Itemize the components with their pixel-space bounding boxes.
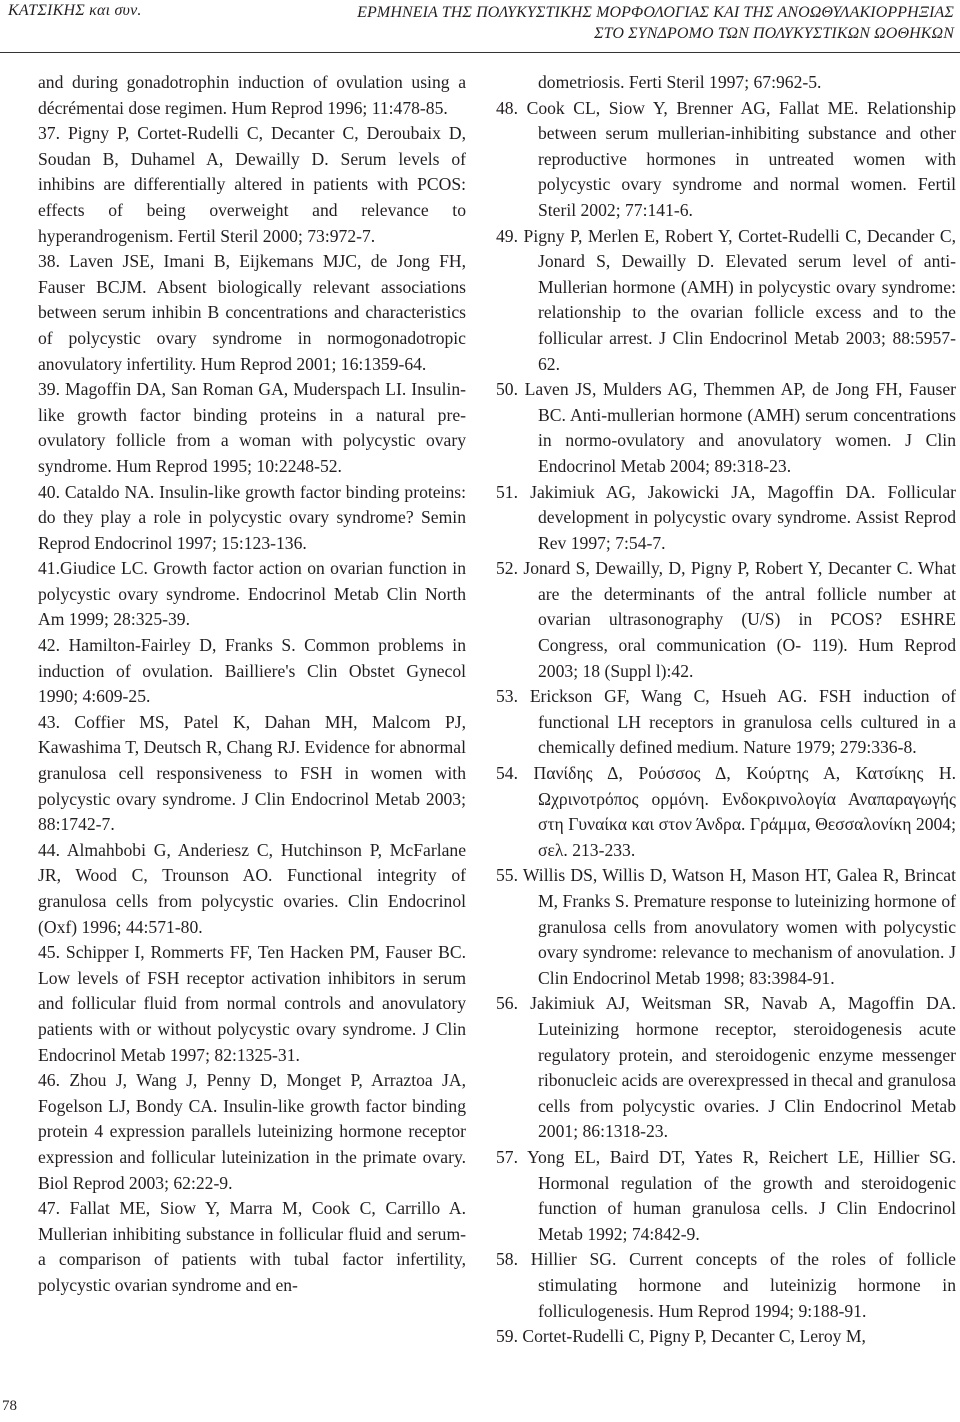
reference-53: 53. Erickson GF, Wang C, Hsueh AG. FSH induction of functional LH receptors in granulosa cells cultured in a chemically defined medium. Nature 1979; 279:336-8. xyxy=(496,686,956,758)
header-rule xyxy=(0,52,960,53)
reference-57: 57. Yong EL, Baird DT, Yates R, Reichert LE, Hillier SG. Hormonal regulation of the growth and steroidogenic function of human granulosa cells. J Clin Endocrinol Metab 1992; 74:842-9. xyxy=(496,1146,956,1244)
reference-continuation: and during gonadotrophin induction of ovulation using a décrémentai dose regimen. Hum Reprod 1996; 11:478-85. xyxy=(38,72,466,118)
running-header-title xyxy=(357,2,954,44)
reference-52: 52. Jonard S, Dewailly, D, Pigny P, Robert Y, Decanter C. What are the determinants of the antral follicle number at ovarian ultrasonography (U/S) in PCOS? ESHRE Congress, oral communication (O- 119). Hum Reprod 2003; 18 (Suppl l):42. xyxy=(496,558,956,681)
reference-51: 51. Jakimiuk AG, Jakowicki JA, Magoffin DA. Follicular development in polycystic ovary syndrome. Assist Reprod Rev 1997; 7:54-7. xyxy=(496,481,956,553)
reference-45: 45. Schipper I, Rommerts FF, Ten Hacken PM, Fauser BC. Low levels of FSH receptor activation inhibitors in serum and follicular fluid from normal controls and anovulatory patients with or without polycystic ovary syndrome. J Clin Endocrinol Metab 1997; 82:1325-31. xyxy=(38,942,466,1065)
reference-58: 58. Hillier SG. Current concepts of the roles of follicle stimulating hormone and luteinizig hormone in folliculogenesis. Hum Reprod 1994; 9:188-91. xyxy=(496,1249,956,1321)
page-number: 78 xyxy=(2,1398,17,1414)
reference-43: 43. Coffier MS, Patel K, Dahan MH, Malcom PJ, Kawashima T, Deutsch R, Chang RJ. Evidence for abnormal granulosa cell responsiveness to FSH in women with polycystic ovary syndrome. J Clin Endocrinol Metab 2003; 88:1742-7. xyxy=(38,711,466,835)
reference-continuation: dometriosis. Ferti Steril 1997; 67:962-5. xyxy=(538,72,822,92)
running-header-authors: ΚΑΤΣΙΚΗΣ και συν. xyxy=(8,2,142,19)
reference-37: 37. Pigny P, Cortet-Rudelli C, Decanter C, Deroubaix D, Soudan B, Duhamel A, Dewailly D. Serum levels of inhibins are differentially altered in patients with PCOS: effects of being overweight and relevance to hyperandrogenism. Fertil Steril 2000; 73:972-7. xyxy=(38,123,466,246)
reference-54: 54. Πανίδης Δ, Ρούσσος Δ, Κούρτης Α, Κατσίκης Η. Ωχρινοτρόπος ορμόνη. Ενδοκρινολογία Αναπαραγωγής στη Γυναίκα και στον Άνδρα. Γράμμα, Θεσσαλονίκη 2004; σελ. 213-233. xyxy=(496,763,956,860)
running-header-title-line2: ΣΤΟ ΣΥΝΔΡΟΜΟ ΤΩΝ ΠΟΛΥΚΥΣΤΙΚΩΝ ΩΟΘΗΚΩΝ xyxy=(594,25,954,42)
reference-48: 48. Cook CL, Siow Y, Brenner AG, Fallat ME. Relationship between serum mullerian-inhibiting substance and other reproductive hormones in untreated women with polycystic ovary syndrome and normal women. Fertil Steril 2002; 77:141-6. xyxy=(496,97,956,220)
left-column xyxy=(38,70,466,1400)
right-column xyxy=(496,70,956,1400)
reference-47: 47. Fallat ME, Siow Y, Marra M, Cook C, Carrillo A. Mullerian inhibiting substance in follicular fluid and serum- a comparison of patients with tubal factor infertility, polycystic ovarian syndrome and en- xyxy=(38,1198,466,1295)
reference-39: 39. Magoffin DA, San Roman GA, Muderspach LI. Insulin-like growth factor binding proteins in a natural pre-ovulatory follicle from a woman with polycystic ovary syndrome. Hum Reprod 1995; 10:2248-52. xyxy=(38,379,466,476)
running-header-title-line1: ΕΡΜΗΝΕΙΑ ΤΗΣ ΠΟΛΥΚΥΣΤΙΚΗΣ ΜΟΡΦΟΛΟΓΙΑΣ ΚΑΙ ΤΗΣ ΑΝΟΩΘΥΛΑΚΙΟΡΡΗΞΙΑΣ xyxy=(357,4,954,21)
reference-46: 46. Zhou J, Wang J, Penny D, Monget P, Arraztoa JA, Fogelson LJ, Bondy CA. Insulin-like growth factor binding protein 4 expression parallels luteinizing hormone receptor expression and follicular luteinization in the primate ovary. Biol Reprod 2003; 62:22-9. xyxy=(38,1070,466,1193)
reference-38: 38. Laven JSE, Imani B, Eijkemans MJC, de Jong FH, Fauser BCJM. Absent biologically relevant associations between serum inhibin B concentrations and characteristics of polycystic ovary syndrome in normogonadotropic anovulatory infertility. Hum Reprod 2001; 16:1359-64. xyxy=(38,251,466,374)
reference-41: 41.Giudice LC. Growth factor action on ovarian function in polycystic ovary syndrome. Endocrinol Metab Clin North Am 1999; 28:325-39. xyxy=(38,558,466,630)
reference-56: 56. Jakimiuk AJ, Weitsman SR, Navab A, Magoffin DA. Luteinizing hormone receptor, steroidogenesis acute regulatory protein, and steroidogenic enzyme messenger ribonucleic acids are overexpressed in thecal and granulosa cells from polycystic ovaries. J Clin Endocrinol Metab 2001; 86:1318-23. xyxy=(496,993,956,1142)
reference-44: 44. Almahbobi G, Anderiesz C, Hutchinson P, McFarlane JR, Wood C, Trounson AO. Functional integrity of granulosa cells from polycystic ovaries. Clin Endocrinol (Oxf) 1996; 44:571-80. xyxy=(38,839,466,937)
reference-42: 42. Hamilton-Fairley D, Franks S. Common problems in induction of ovulation. Bailliere's Clin Obstet Gynecol 1990; 4:609-25. xyxy=(38,635,466,707)
reference-40: 40. Cataldo NA. Insulin-like growth factor binding proteins: do they play a role in polycystic ovary syndrome? Semin Reprod Endocrinol 1997; 15:123-136. xyxy=(38,481,466,553)
reference-50: 50. Laven JS, Mulders AG, Themmen AP, de Jong FH, Fauser BC. Anti-mullerian hormone (AMH) serum concentrations in normo-ovulatory and anovulatory women. J Clin Endocrinol Metab 2004; 89:318-23. xyxy=(496,379,956,476)
reference-49: 49. Pigny P, Merlen E, Robert Y, Cortet-Rudelli C, Decander C, Jonard S, Dewailly D. Elevated serum level of anti-Mullerian hormone (AMH) in polycystic ovary syndrome: relationship to the ovarian follicle excess and to the follicular arrest. J Clin Endocrinol Metab 2003; 88:5957-62. xyxy=(496,225,956,374)
reference-59: 59. Cortet-Rudelli C, Pigny P, Decanter C, Leroy M, xyxy=(496,1326,866,1347)
reference-55: 55. Willis DS, Willis D, Watson H, Mason HT, Galea R, Brincat M, Franks S. Premature response to luteinizing hormone of granulosa cells from anovulatory women with polycystic ovary syndrome: relevance to mechanism of anovulation. J Clin Endocrinol Metab 1998; 83:3984-91. xyxy=(496,865,956,988)
